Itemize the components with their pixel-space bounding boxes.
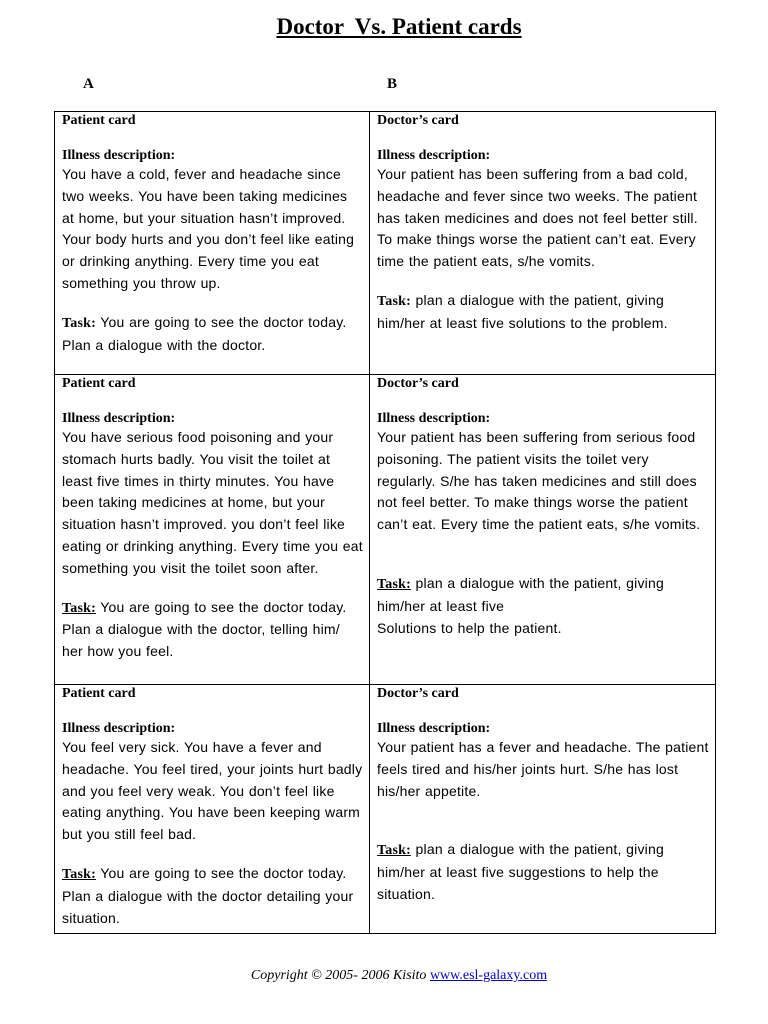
task-label: Task: [377, 576, 411, 592]
task-body: plan a dialogue with the patient, giving him/her at least five solutions to the problem. [377, 291, 668, 331]
patient-card [55, 112, 370, 375]
task-body-continued: Solutions to help the patient. [377, 619, 562, 636]
table-row [55, 375, 716, 685]
task-label: Task: [377, 293, 411, 309]
card-title: Doctor’s card [377, 376, 459, 391]
illness-text: Your patient has been suffering from a bad cold, headache and fever since two weeks. The patient has taken medicines and does not feel better still. To make things worse the patient can’t eat. Every time the patient eats, s/he vomits. [377, 166, 698, 270]
illness-label: Illness description: [377, 721, 491, 736]
doctor-card [370, 685, 716, 934]
table-row [55, 112, 716, 375]
illness-text: You feel very sick. You have a fever and headache. You feel tired, your joints hurt badly and you feel very weak. You don’t feel like eating anything. You have been keeping warm but you still feel bad. [62, 739, 363, 843]
task-text [62, 597, 363, 663]
task-body: You are going to see the doctor today. Plan a dialogue with the doctor detailing your situation. [62, 864, 354, 926]
footer [0, 968, 768, 984]
illness-label: Illness description: [62, 721, 176, 736]
card-title: Doctor’s card [377, 686, 459, 701]
cards-table [54, 111, 716, 934]
illness-label: Illness description: [377, 411, 491, 426]
doctor-card [370, 112, 716, 375]
task-body: You are going to see the doctor today. Plan a dialogue with the doctor, telling him/ her how you feel. [62, 598, 347, 660]
table-row [55, 685, 716, 934]
task-text [62, 312, 363, 357]
page-title: Doctor Vs. Patient cards [276, 14, 522, 39]
task-body: plan a dialogue with the patient, giving him/her at least five [377, 574, 664, 614]
task-text [377, 290, 709, 335]
card-title: Patient card [62, 113, 136, 128]
copyright-text: Copyright © 2005- 2006 Kisito [250, 968, 430, 983]
task-text [377, 839, 709, 905]
column-a-label: A [83, 76, 94, 92]
doctor-card [370, 375, 716, 685]
task-body: plan a dialogue with the patient, giving him/her at least five suggestions to help the situation. [377, 841, 664, 902]
illness-text: Your patient has been suffering from serious food poisoning. The patient visits the toilet very regularly. S/he has taken medicines and still does not feel better. To make things worse the patient can’t eat. Every time the patient eats, s/he vomits. [377, 429, 701, 533]
illness-label: Illness description: [62, 411, 176, 426]
illness-label: Illness description: [377, 148, 491, 163]
illness-label: Illness description: [62, 148, 176, 163]
website-link[interactable]: www.esl-galaxy.com [429, 968, 548, 983]
column-b-label: B [387, 76, 398, 92]
card-title: Patient card [62, 686, 136, 701]
task-label: Task: [377, 843, 411, 859]
task-text [377, 573, 709, 639]
patient-card [55, 375, 370, 685]
task-label: Task: [62, 866, 96, 882]
task-text [62, 863, 363, 929]
illness-text: You have serious food poisoning and your stomach hurts badly. You visit the toilet at least five times in thirty minutes. You have been taking medicines at home, but your situation hasn’t improved. you don’t feel like eating or drinking anything. Every time you eat something you visit the toilet soon after. [62, 429, 363, 576]
task-label: Task: [62, 315, 96, 331]
illness-text: Your patient has a fever and headache. The patient feels tired and his/her joints hurt. S/he has lost his/her appetite. [377, 739, 709, 799]
patient-card [55, 685, 370, 934]
illness-text: You have a cold, fever and headache since two weeks. You have been taking medicines at home, but your situation hasn’t improved. Your body hurts and you don’t feel like eating or drinking anything. Every time you eat something you throw up. [62, 166, 355, 291]
task-body: You are going to see the doctor today. Plan a dialogue with the doctor. [62, 313, 347, 353]
card-title: Patient card [62, 376, 136, 391]
task-label: Task: [62, 600, 96, 616]
card-title: Doctor’s card [377, 113, 459, 128]
